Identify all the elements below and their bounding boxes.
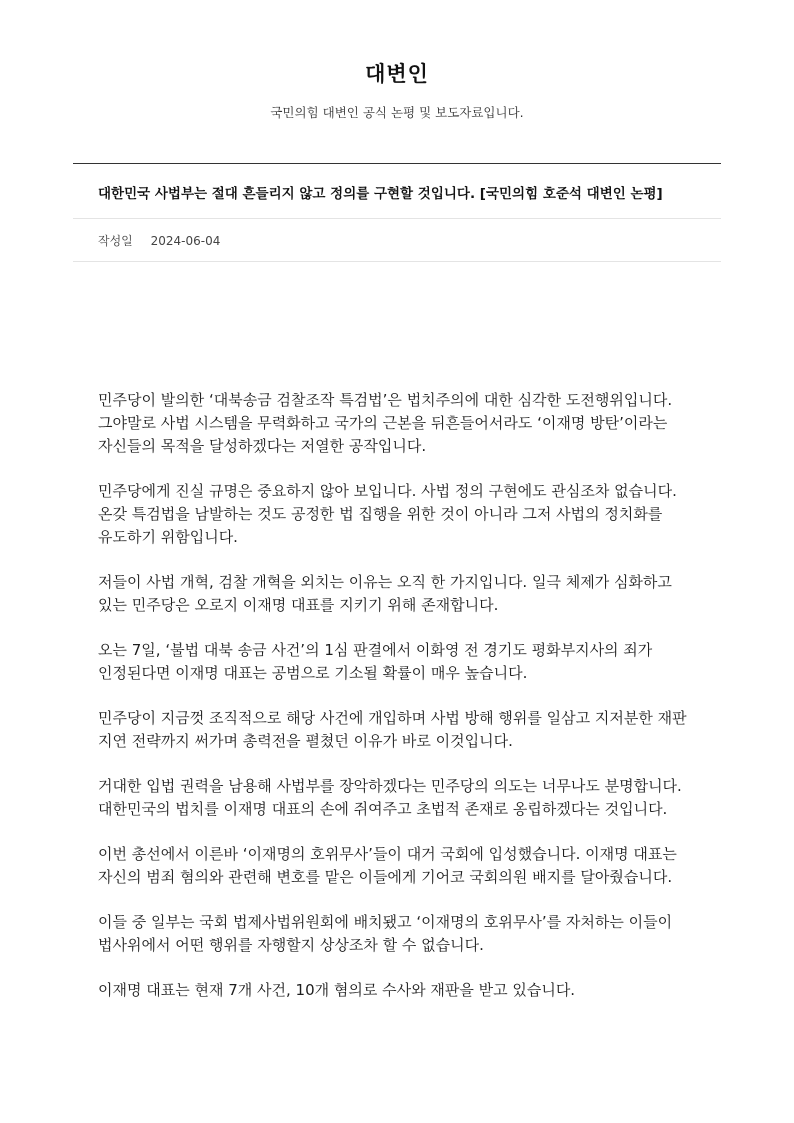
article-date: 2024-06-04 bbox=[150, 234, 221, 248]
article-paragraph: 이들 중 일부는 국회 법제사법위원회에 배치됐고 ‘이재명의 호위무사’를 자처하는 이들이 법사위에서 어떤 행위를 자행할지 상상조차 할 수 없습니다. bbox=[98, 913, 673, 954]
site-title: 대변인 bbox=[365, 62, 429, 86]
article-paragraph: 민주당에게 진실 규명은 중요하지 않아 보입니다. 사법 정의 구현에도 관심조차 없습니다. 온갖 특검법을 남발하는 것도 공정한 법 집행을 위한 것이 아니라 그저 사법의 정치화를 유도하기 위함입니다. bbox=[98, 482, 677, 546]
article-title: 대한민국 사법부는 절대 흔들리지 않고 정의를 구현할 것입니다. [국민의힘 호준석 대변인 논평] bbox=[98, 186, 663, 202]
site-subtitle: 국민의힘 대변인 공식 논평 및 보도자료입니다. bbox=[270, 105, 524, 120]
article-paragraph: 이번 총선에서 이른바 ‘이재명의 호위무사’들이 대거 국회에 입성했습니다. 이재명 대표는 자신의 범죄 혐의와 관련해 변호를 맡은 이들에게 기어코 국회의원 배지를 달아줬습니다. bbox=[98, 845, 677, 886]
article-paragraph: 이재명 대표는 현재 7개 사건, 10개 혐의로 수사와 재판을 받고 있습니다. bbox=[98, 981, 576, 999]
article-meta bbox=[98, 232, 220, 249]
title-divider bbox=[73, 218, 721, 219]
article-paragraph: 민주당이 지금껏 조직적으로 해당 사건에 개입하며 사법 방해 행위를 일삼고 지저분한 재판 지연 전략까지 써가며 총력전을 펼쳤던 이유가 바로 이것입니다. bbox=[98, 709, 687, 750]
header-divider bbox=[73, 163, 721, 164]
article-body bbox=[98, 389, 698, 1024]
article-paragraph: 거대한 입법 권력을 남용해 사법부를 장악하겠다는 민주당의 의도는 너무나도 분명합니다. 대한민국의 법치를 이재명 대표의 손에 쥐여주고 초법적 존재로 옹립하겠다는 것입니다. bbox=[98, 777, 682, 818]
article-paragraph: 민주당이 발의한 ‘대북송금 검찰조작 특검법’은 법치주의에 대한 심각한 도전행위입니다. 그야말로 사법 시스템을 무력화하고 국가의 근본을 뒤흔들어서라도 ‘이재명 방탄’이라는 자신들의 목적을 달성하겠다는 저열한 공작입니다. bbox=[98, 391, 673, 455]
article-paragraph: 저들이 사법 개혁, 검찰 개혁을 외치는 이유는 오직 한 가지입니다. 일극 체제가 심화하고 있는 민주당은 오로지 이재명 대표를 지키기 위해 존재합니다. bbox=[98, 573, 672, 614]
meta-divider bbox=[73, 261, 721, 262]
article-paragraph: 오는 7일, ‘불법 대북 송금 사건’의 1심 판결에서 이화영 전 경기도 평화부지사의 죄가 인정된다면 이재명 대표는 공범으로 기소될 확률이 매우 높습니다. bbox=[98, 641, 653, 682]
date-label: 작성일 bbox=[98, 234, 133, 248]
